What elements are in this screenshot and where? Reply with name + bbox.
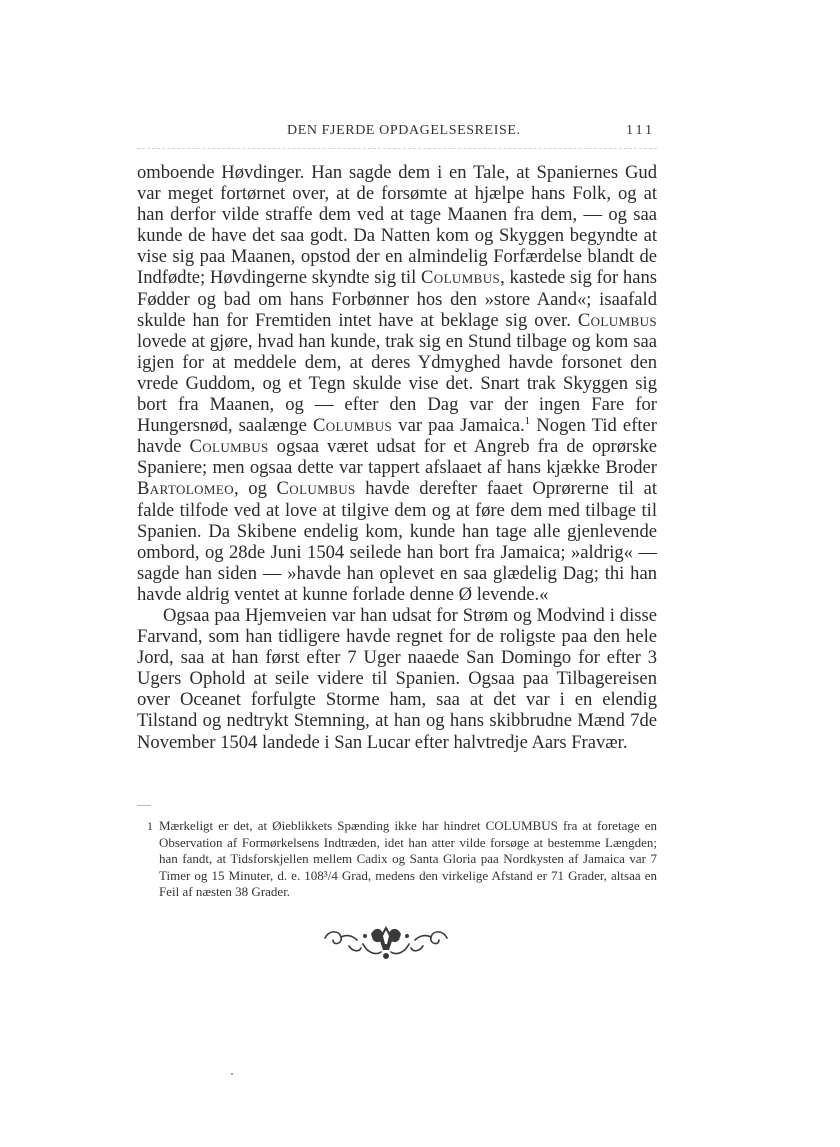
- ornament-center-bud: [383, 953, 389, 959]
- paragraph-1: [137, 162, 657, 605]
- footnote-separator: [137, 805, 151, 806]
- ornament-right-dot: [405, 934, 409, 938]
- paragraph-1-text: ogsaa været udsat for et Angreb fra de oprørske Spaniere; men ogsaa dette var tappert afslaaet af hans kjække Broder: [137, 436, 658, 479]
- ornament-right-stem: [415, 936, 431, 940]
- name-columbus: Columbus: [420, 267, 501, 289]
- footnote-body: [159, 818, 657, 901]
- paragraph-2: Ogsaa paa Hjemveien var han udsat for Strøm og Modvind i disse Farvand, som han tidligere havde regnet for de roligste paa den hele Jord, saa at han først efter 7 Uger naaede San Domingo for efter 3 Ugers Ophold at seile videre til Spanien. Ogsaa paa Tilbagereisen over Oceanet forfulgte Storme ham, saa at det var i en elendig Tilstand og nedtrykt Stemning, at han og hans skibbrudne Mænd 7de November 1504 landede i San Lucar efter halvtredje Aars Fravær.: [137, 604, 657, 753]
- ornament-left-dot: [363, 934, 367, 938]
- ornament-lower-left: [363, 944, 381, 954]
- footnote-text: fra at foretage en Observation af Formørkelsens Indtræden, idet han atter vilde forsøge at bestemme Længden; han fandt, at Tidsforskjellen mellem Cadix og Santa Gloria paa Nordkysten af Jamaica var 7 Timer og 15 Minuter, d. e. 108³/4 Grad, medens den virkelige Afstand er 71 Grader, altsaa en Feil af næsten 38 Grader.: [159, 818, 657, 900]
- floral-ornament-icon: [319, 922, 453, 964]
- ornament-left-curl: [349, 946, 361, 951]
- body-text: [137, 162, 657, 753]
- ornament-left-stem: [341, 936, 357, 940]
- footnote: [137, 818, 657, 901]
- name-columbus: Columbus: [577, 309, 657, 331]
- ornament-left-scroll: [325, 932, 341, 944]
- footnote-text: Mærkeligt er det, at Øieblikkets Spænding ikke har hindret: [159, 818, 486, 833]
- paragraph-1-text: lovede at gjøre, hvad han kunde, trak sig en Stund tilbage og kom saa igjen for at meddele dem, at deres Ydmyghed havde forsonet den vrede Guddom, og et Tegn skulde vise det. Snart trak Skyggen sig bort fra Maanen, og — efter den Dag var der ingen Fare for Hungersnød, saalænge: [137, 330, 657, 437]
- footnote-marker: 1: [147, 819, 153, 833]
- paragraph-1-text: havde derefter faaet Oprørerne til at falde tilfode ved at love at tilgive dem og at føre dem med tilbage til Spanien. Da Skibene endelig kom, kunde han tage alle gjenlevende ombord, og 28de Juni 1504 seilede han bort fra Jamaica; »aldrig« — sagde han siden — »havde han oplevet en saa glædelig Dag; thi han havde aldrig ventet at kunne forlade denne Ø levende.«: [137, 478, 657, 605]
- ornament-right-curl: [411, 946, 423, 951]
- name-columbus: Columbus: [312, 415, 393, 437]
- name-columbus: Columbus: [276, 478, 356, 500]
- paragraph-1-text: , og: [234, 478, 277, 500]
- footnote-reference[interactable]: 1: [524, 414, 531, 427]
- paragraph-1-text: Nogen Tid efter havde: [137, 415, 657, 458]
- paragraph-1-text: , kastede sig for hans Fødder og bad om hans Forbønner hos den »store Aand«; isaafald skulde han for Fremtiden intet have at beklage sig over.: [137, 267, 657, 331]
- running-head: [137, 120, 657, 142]
- print-speck: [231, 1073, 233, 1075]
- name-bartolomeo: Bartolomeo: [137, 478, 234, 500]
- running-title: DEN FJERDE OPDAGELSESREISE.: [287, 123, 521, 138]
- name-columbus: Columbus: [189, 436, 269, 458]
- paragraph-1-text: var paa Jamaica.: [392, 415, 525, 437]
- paragraph-1-text: omboende Høvdinger. Han sagde dem i en Tale, at Spaniernes Gud var meget fortørnet over, at de forsømte at hjælpe hans Folk, og at han derfor vilde straffe dem ved at tage Maanen fra dem, — og saa kunde de have det saa godt. Da Natten kom og Skyggen begyndte at vise sig paa Maanen, opstod der en almindelig Forfærdelse blandt de Indfødte; Høvdingerne skyndte sig til: [137, 162, 657, 289]
- ornament-right-scroll: [431, 932, 447, 944]
- header-rule: [137, 148, 657, 149]
- name-columbus-footnote: COLUMBUS: [485, 818, 558, 833]
- page-number: 111: [626, 123, 655, 138]
- ornament-lower-right: [391, 944, 409, 954]
